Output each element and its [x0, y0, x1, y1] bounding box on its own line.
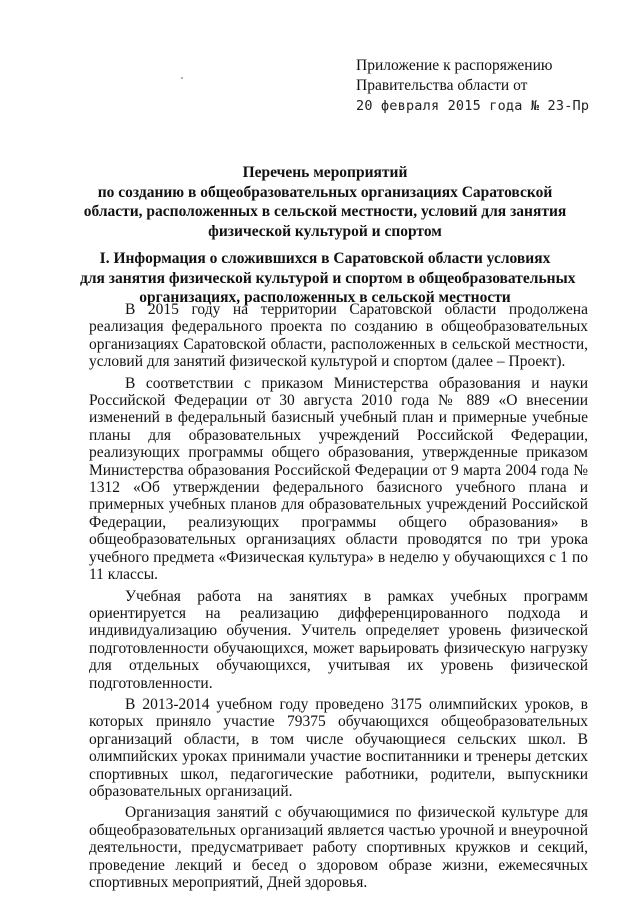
appendix-line-2: Правительства области от — [356, 77, 528, 94]
body-paragraph: Организация занятий с обучающимися по физической культуре для общеобразовательных организаций является частью урочной и внеурочной деятельности, предусматривает работу спортивных кружков и секций, проведение лекций и бесед о здоровом образе жизни, ежемесячных спортивных мероприятий, Дней здоровья. — [89, 804, 588, 891]
title-line-1: Перечень мероприятий — [242, 164, 408, 181]
body-paragraph: В соответствии с приказом Министерства образования и науки Российской Федерации от 30 августа 2010 года № 889 «О внесении изменений в федеральный базисный учебный план и примерные учебные планы для образовательных учреждений Российской Федерации, реализующих программы общего образования, утвержденные приказом Министерства образования Российской Федерации от 9 марта 2004 года № 1312 «Об утверждении федерального базисного учебного плана и примерных учебных планов для образовательных учреждений Российской Федерации, реализующих программы общего образования» в общеобразовательных организациях области проводятся по три урока учебного предмета «Физическая культура» в неделю у обучающихся с 1 по 11 классы. — [89, 374, 588, 584]
title-line-2: по созданию в общеобразовательных организациях Саратовской — [97, 183, 553, 201]
section-heading-line-3: организациях, расположенных в сельской местности — [139, 289, 511, 306]
document-title — [80, 163, 570, 241]
body-paragraph: Учебная работа на занятиях в рамках учебных программ ориентируется на реализацию дифференцированного подхода и индивидуализацию обучения. Учитель определяет уровень физической подготовленности обучающихся, может варьировать физическую нагрузку для отдельных обучающихся, учитывая их уровень физической подготовленности. — [89, 587, 588, 692]
appendix-header — [356, 56, 626, 116]
section-heading-line-2: для занятия физической культурой и спортом в общеобразовательных — [80, 269, 576, 287]
title-line-4: физической культурой и спортом — [208, 222, 442, 240]
appendix-date-stamp: 20 февраля 2015 года № 23-Пр — [356, 98, 590, 114]
document-body — [89, 301, 588, 895]
body-paragraph: В 2015 году на территории Саратовской области продолжена реализация федерального проекта по созданию в общеобразовательных организациях Саратовской области, расположенных в сельской местности, условий для занятий физической культурой и спортом (далее – Проект). — [89, 301, 588, 371]
appendix-line-1: Приложение к распоряжению — [356, 57, 553, 74]
scan-speck — [181, 77, 183, 79]
section-heading-line-1: I. Информация о сложившихся в Саратовской области условиях — [99, 250, 551, 267]
section-heading — [80, 249, 576, 308]
body-paragraph: В 2013-2014 учебном году проведено 3175 олимпийских уроков, в которых приняло участие 79375 обучающихся общеобразовательных организаций области, в том числе обучающиеся сельских школ. В олимпийских уроках принимали участие воспитанники и тренеры детских спортивных школ, педагогические работники, родители, выпускники образовательных организаций. — [89, 695, 588, 800]
title-line-3: области, расположенных в сельской местности, условий для занятия — [83, 203, 567, 220]
